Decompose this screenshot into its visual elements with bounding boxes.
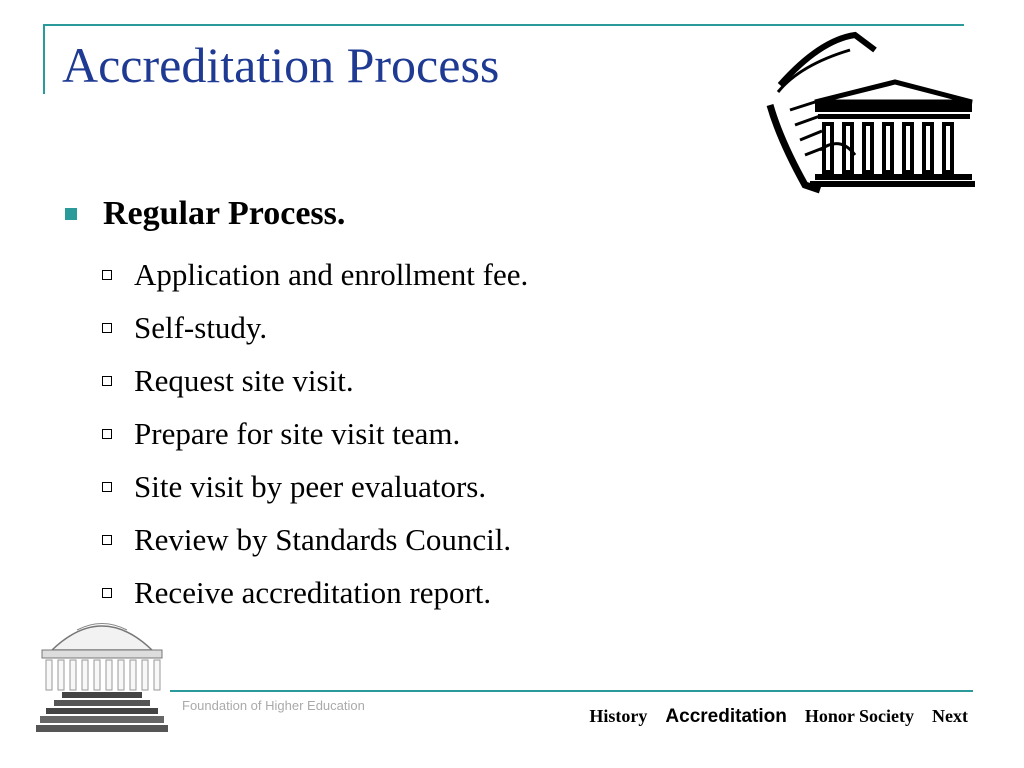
footer-navigation [589,706,968,728]
main-bullet [60,190,960,238]
list-item-text: Prepare for site visit team. [134,415,461,451]
nav-link-next[interactable]: Next [932,706,968,726]
list-item [102,407,960,460]
list-item-text: Review by Standards Council. [134,521,512,557]
checkbox-bullet-icon [102,270,112,280]
nav-link-accreditation[interactable]: Accreditation [665,706,787,727]
list-item [102,566,960,619]
checkbox-bullet-icon [102,323,112,333]
list-item-text: Receive accreditation report. [134,574,492,610]
checkbox-bullet-icon [102,588,112,598]
footer-organization: Foundation of Higher Education [182,698,365,713]
nav-link-history[interactable]: History [589,706,648,726]
list-item-text: Site visit by peer evaluators. [134,468,487,504]
square-bullet-icon [65,208,77,220]
list-item [102,513,960,566]
footer-divider [170,690,973,692]
checkbox-bullet-icon [102,376,112,386]
sub-bullet-list [60,248,960,619]
slide-content [60,190,960,619]
temple-hierarchy-icon [32,612,172,737]
list-item [102,460,960,513]
list-item [102,248,960,301]
main-bullet-text: Regular Process. [103,195,346,232]
checkbox-bullet-icon [102,535,112,545]
nav-link-honor-society[interactable]: Honor Society [804,706,915,726]
checkbox-bullet-icon [102,429,112,439]
building-with-document-icon [760,30,975,195]
list-item [102,301,960,354]
list-item-text: Application and enrollment fee. [134,256,529,292]
checkbox-bullet-icon [102,482,112,492]
frame-line-top [43,24,964,26]
frame-line-left [43,24,45,94]
list-item-text: Self-study. [134,309,268,345]
list-item-text: Request site visit. [134,362,354,398]
list-item [102,354,960,407]
slide-title: Accreditation Process [62,37,500,93]
